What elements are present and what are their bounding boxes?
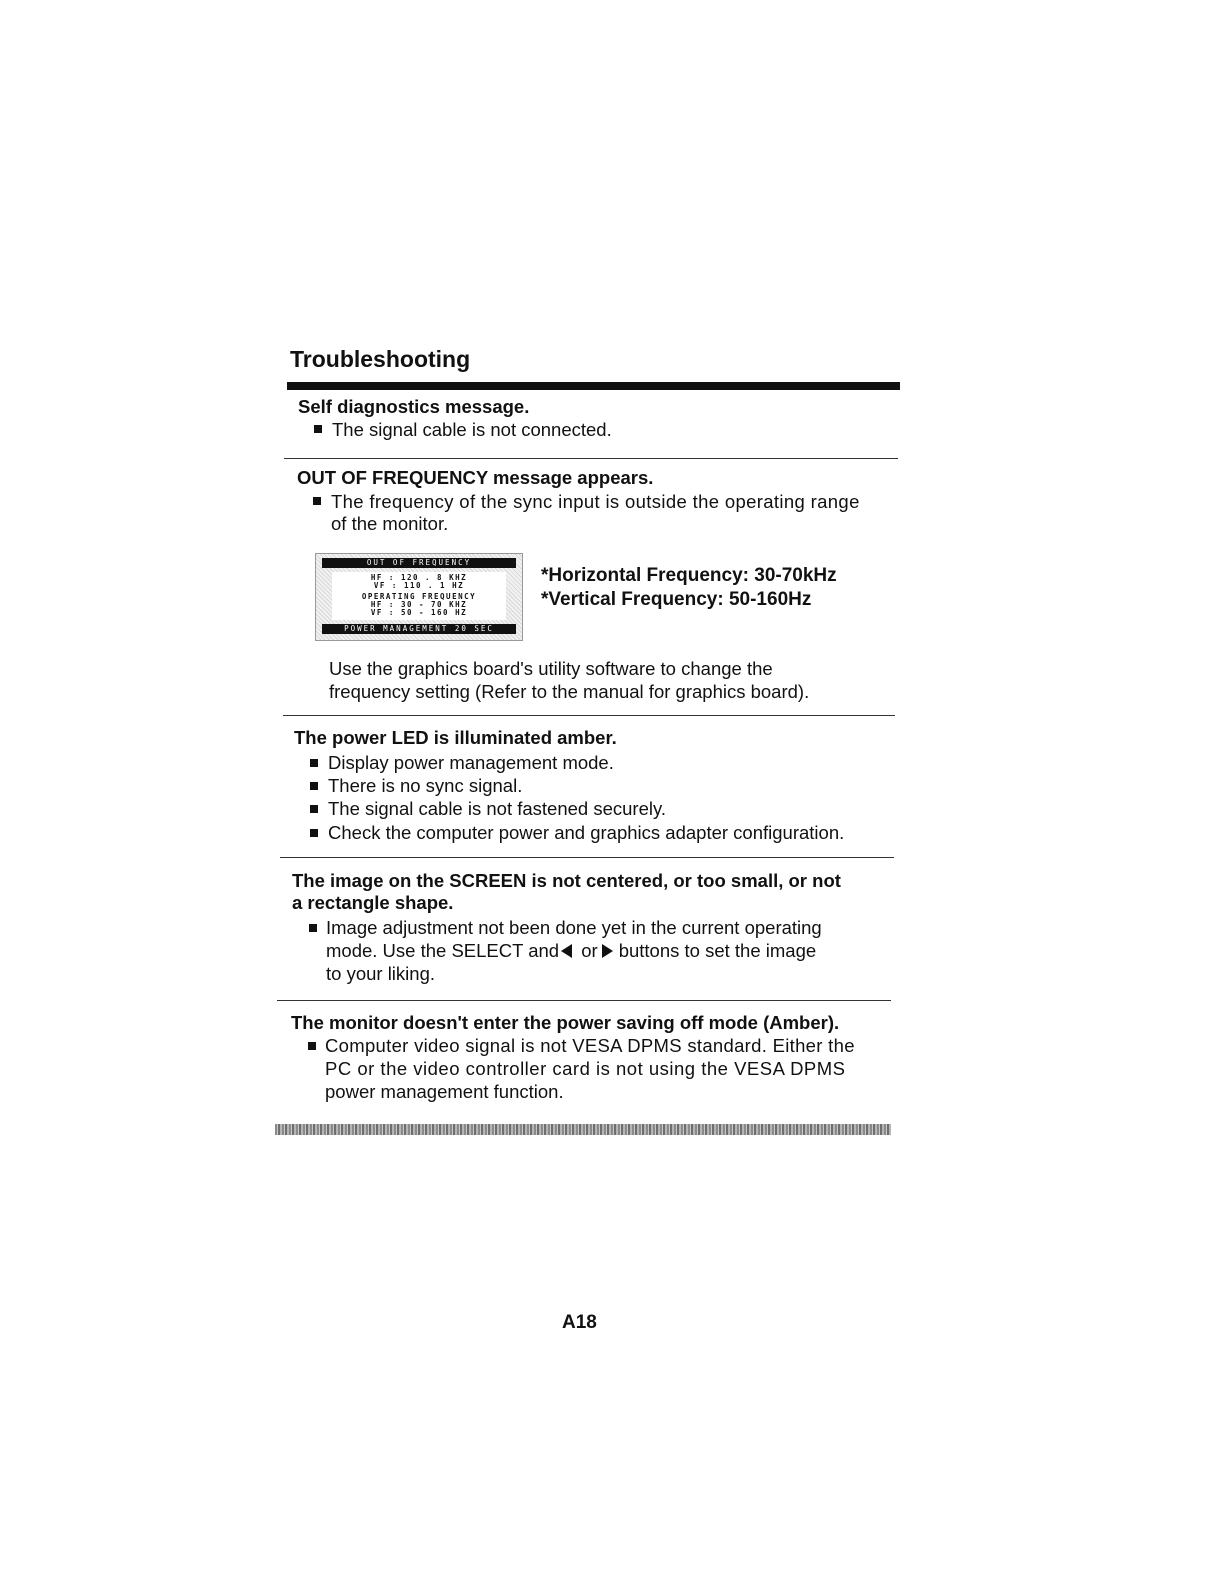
bullet-text-continued (326, 940, 816, 962)
left-arrow-icon (561, 944, 572, 958)
bullet-marker (310, 782, 318, 790)
bullet-text: Computer video signal is not VESA DPMS standard. Either the (325, 1035, 855, 1056)
osd-line: OPERATING FREQUENCY (361, 592, 477, 601)
bullet-marker (308, 1042, 316, 1050)
bullet-text: There is no sync signal. (328, 775, 523, 796)
title-rule (287, 382, 900, 390)
section-divider (280, 857, 894, 858)
section-heading-out-of-frequency: OUT OF FREQUENCY message appears. (297, 467, 654, 488)
page-title: Troubleshooting (290, 346, 471, 372)
section-heading-power-saving: The monitor doesn't enter the power saving off mode (Amber). (291, 1012, 840, 1033)
bullet-text: The signal cable is not connected. (332, 419, 612, 440)
right-arrow-icon (602, 944, 613, 958)
bullet-text-part: or (581, 940, 598, 961)
note-text: Use the graphics board's utility software to change the (329, 658, 773, 679)
bullet-marker (310, 805, 318, 813)
section-heading-image-position: The image on the SCREEN is not centered, or too small, or not (292, 870, 841, 891)
bullet-text: The signal cable is not fastened securely. (328, 798, 666, 819)
note-text-continued: frequency setting (Refer to the manual for graphics board). (329, 681, 810, 702)
section-divider (283, 715, 895, 716)
horizontal-frequency: *Horizontal Frequency: 30-70kHz (541, 565, 837, 586)
osd-panel (332, 572, 506, 620)
osd-top-bar: OUT OF FREQUENCY (322, 558, 516, 568)
bullet-marker (313, 497, 321, 505)
bullet-text: Image adjustment not been done yet in the current operating (326, 917, 822, 938)
section-heading-self-diagnostics: Self diagnostics message. (298, 396, 530, 417)
bullet-marker (310, 829, 318, 837)
bullet-text: The frequency of the sync input is outside the operating range (331, 491, 860, 512)
page-number: A18 (562, 1312, 597, 1333)
section-divider (284, 458, 898, 459)
bullet-text: Display power management mode. (328, 752, 614, 773)
bottom-rule (275, 1124, 891, 1135)
section-heading-power-led: The power LED is illuminated amber. (294, 727, 617, 748)
bullet-text-part: mode. Use the SELECT and (326, 940, 560, 961)
bullet-text-continued: power management function. (325, 1081, 564, 1102)
section-divider (277, 1000, 891, 1001)
bullet-text: Check the computer power and graphics adapter configuration. (328, 822, 845, 843)
vertical-frequency: *Vertical Frequency: 50-160Hz (541, 589, 812, 610)
osd-message-image (315, 553, 523, 641)
bullet-marker (310, 759, 318, 767)
osd-bottom-bar: POWER MANAGEMENT 20 SEC (322, 624, 516, 634)
osd-line: VF : 50 - 160 HZ (370, 608, 468, 617)
bullet-marker (309, 924, 317, 932)
section-heading-image-position-continued: a rectangle shape. (292, 892, 454, 913)
bullet-text-continued: to your liking. (326, 963, 435, 984)
osd-line: HF : 30 - 70 KHZ (370, 600, 468, 609)
bullet-text-continued: PC or the video controller card is not using the VESA DPMS (325, 1058, 846, 1079)
osd-line: VF : 110 . 1 HZ (373, 581, 465, 590)
bullet-text-continued: of the monitor. (331, 513, 449, 534)
bullet-text-part: buttons to set the image (618, 940, 817, 961)
osd-line: HF : 120 . 8 KHZ (370, 573, 468, 582)
bullet-marker (314, 425, 322, 433)
